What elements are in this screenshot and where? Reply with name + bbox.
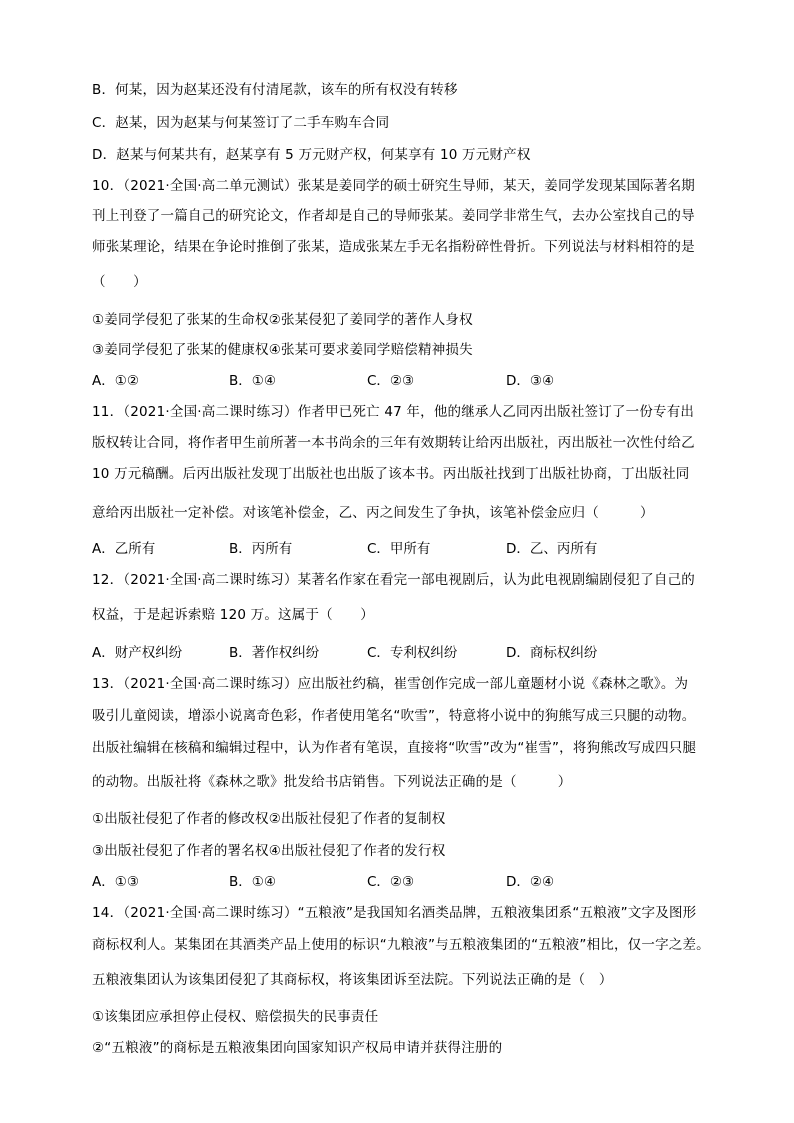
q11-option-d: D．乙、丙所有 [506, 541, 598, 557]
q13-stem-line: 出版社编辑在核稿和编辑过程中，认为作者有笔误，直接将“吹雪”改为“崔雪”，将狗熊改写成四只腿 [92, 740, 697, 756]
q9-option-b: B．何某，因为赵某还没有付清尾款，该车的所有权没有转移 [92, 82, 458, 98]
q13-option-a: A．①③ [92, 874, 139, 890]
q12-option-d: D．商标权纠纷 [506, 645, 598, 661]
q12-stem-line: 12．（2021·全国·高二课时练习）某著名作家在看完一部电视剧后，认为此电视剧编剧侵犯了自己的 [92, 572, 695, 588]
q11-option-a: A．乙所有 [92, 541, 156, 557]
q13-statement: ①出版社侵犯了作者的修改权②出版社侵犯了作者的复制权 [92, 811, 446, 827]
q14-stem-line: 商标权利人。某集团在其酒类产品上使用的标识“九粮液”与五粮液集团的“五粮液”相比，仅一字之差。 [92, 937, 710, 953]
q13-option-c: C．②③ [367, 874, 415, 890]
q14-statement: ①该集团应承担停止侵权、赔偿损失的民事责任 [92, 1009, 379, 1025]
q12-option-b: B．著作权纠纷 [229, 645, 320, 661]
q10-statement: ③姜同学侵犯了张某的健康权④张某可要求姜同学赔偿精神损失 [92, 342, 473, 358]
q14-stem-line: 五粮液集团认为该集团侵犯了其商标权，将该集团诉至法院。下列说法正确的是（ ） [92, 972, 613, 988]
q11-option-b: B．丙所有 [229, 541, 293, 557]
q10-option-b: B．①④ [229, 373, 276, 389]
q11-stem-line: 10 万元稿酬。后丙出版社发现丁出版社也出版了该本书。丙出版社找到丁出版社协商，丁出版社同 [92, 466, 690, 482]
q9-option-d: D．赵某与何某共有，赵某享有 5 万元财产权，何某享有 10 万元财产权 [92, 147, 531, 163]
q10-stem-line: 师张某理论，结果在争论时推倒了张某，造成张某左手无名指粉碎性骨折。下列说法与材料相符的是 [92, 239, 695, 255]
q13-stem-line: 吸引儿童阅读，增添小说离奇色彩，作者使用笔名“吹雪”，特意将小说中的狗熊写成三只腿的动物。 [92, 708, 696, 724]
q10-stem-line: 10．（2021·全国·高二单元测试）张某是姜同学的硕士研究生导师，某天，姜同学发现某国际著名期 [92, 178, 695, 194]
q10-stem-line: 刊上刊登了一篇自己的研究论文，作者却是自己的导师张某。姜同学非常生气，去办公室找自己的导 [92, 208, 695, 224]
q13-statement: ③出版社侵犯了作者的署名权④出版社侵犯了作者的发行权 [92, 843, 446, 859]
q10-option-c: C．②③ [367, 373, 415, 389]
q11-stem-line: 版权转让合同，将作者甲生前所著一本书尚余的三年有效期转让给丙出版社，丙出版社一次性付给乙 [92, 435, 695, 451]
q13-option-d: D．②④ [506, 874, 555, 890]
q10-option-a: A．①② [92, 373, 139, 389]
q12-stem-line: 权益，于是起诉索赔 120 万。这属于（ ） [92, 607, 374, 623]
q13-option-b: B．①④ [229, 874, 276, 890]
q10-stem-line: （ ） [92, 274, 147, 290]
q10-statement: ①姜同学侵犯了张某的生命权②张某侵犯了姜同学的著作人身权 [92, 312, 473, 328]
q9-option-c: C．赵某，因为赵某与何某签订了二手车购车合同 [92, 115, 390, 131]
q13-stem-line: 13．（2021·全国·高二课时练习）应出版社约稿，崔雪创作完成一部儿童题材小说《森林之歌》。为 [92, 676, 689, 692]
q11-stem-line: 11．（2021·全国·高二课时练习）作者甲已死亡 47 年，他的继承人乙同丙出版社签订了一份专有出 [92, 404, 695, 420]
q11-option-c: C．甲所有 [367, 541, 431, 557]
q13-stem-line: 的动物。出版社将《森林之歌》批发给书店销售。下列说法正确的是（ ） [92, 774, 572, 790]
q10-option-d: D．③④ [506, 373, 555, 389]
q14-statement: ②“五粮液”的商标是五粮液集团向国家知识产权局申请并获得注册的 [92, 1040, 503, 1056]
q11-stem-line: 意给丙出版社一定补偿。对该笔补偿金，乙、丙之间发生了争执，该笔补偿金应归（ ） [92, 505, 654, 521]
q12-option-c: C．专利权纠纷 [367, 645, 458, 661]
q14-stem-line: 14．（2021·全国·高二课时练习）“五粮液”是我国知名酒类品牌，五粮液集团系“五粮液”文字及图形 [92, 905, 697, 921]
q12-option-a: A．财产权纠纷 [92, 645, 183, 661]
